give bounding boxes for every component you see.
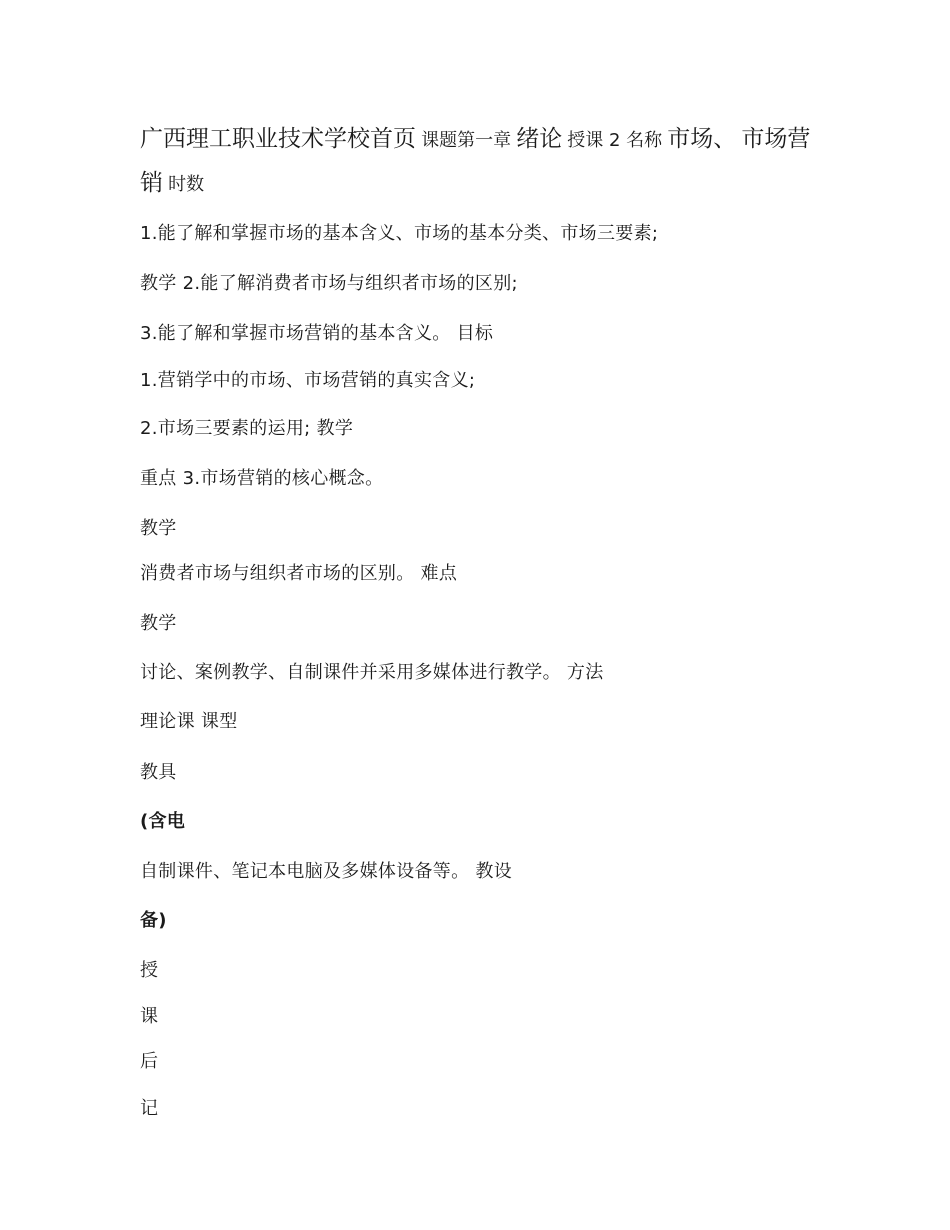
equipment-label-3: 备) [140,910,167,931]
afterword-char-4: 记 [140,1098,159,1119]
keypoint-line-1: 1.营销学中的市场、市场营销的真实含义; [140,370,476,391]
method-label: 教学 [140,613,177,634]
school-name: 广西理工职业技术学校首页 [140,126,416,152]
hours-label: 时数 [168,174,205,195]
lesson-type-line: 理论课 课型 [140,711,238,732]
equipment-line: 自制课件、笔记本电脑及多媒体设备等。 教设 [140,861,513,882]
lesson-label: 授课 2 名称 [567,130,663,151]
objective-line-3: 3.能了解和掌握市场营销的基本含义。 目标 [140,323,494,344]
equipment-label-2: (含电 [140,811,186,832]
keypoint-line-3: 重点 3.市场营销的核心概念。 [140,468,384,489]
topic-label: 课题第一章 [421,130,512,151]
keypoint-line-2: 2.市场三要素的运用; 教学 [140,418,354,439]
afterword-char-1: 授 [140,960,159,981]
chapter-title: 绪论 [516,126,563,152]
difficulty-line: 消费者市场与组织者市场的区别。 难点 [140,563,458,584]
market-title: 市场、 [667,126,737,152]
afterword-char-3: 后 [140,1051,159,1072]
objective-line-1: 1.能了解和掌握市场的基本含义、市场的基本分类、市场三要素; [140,223,659,244]
document-title [140,118,820,206]
afterword-char-2: 课 [140,1006,159,1027]
objective-line-2: 教学 2.能了解消费者市场与组织者市场的区别; [140,273,518,294]
difficulty-label: 教学 [140,518,177,539]
marketing-title: 市场营销 [140,126,811,196]
equipment-label: 教具 [140,762,177,783]
method-line: 讨论、案例教学、自制课件并采用多媒体进行教学。 方法 [140,662,604,683]
